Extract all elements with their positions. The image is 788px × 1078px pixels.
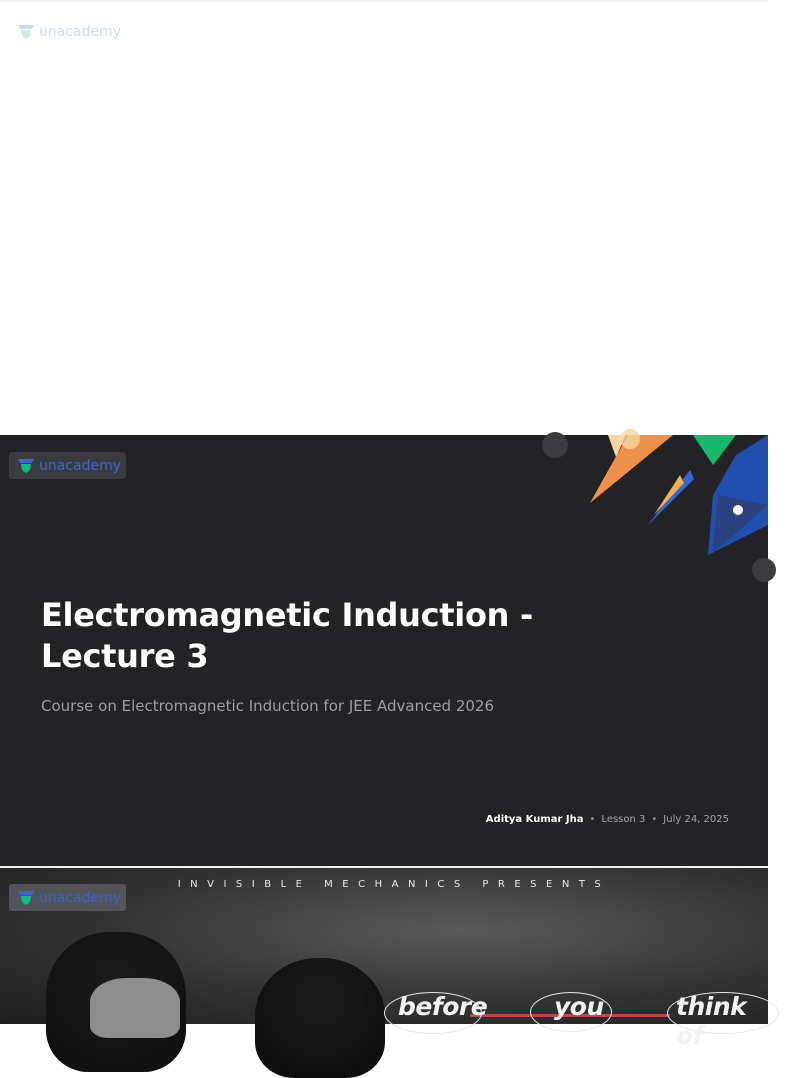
logo-text: unacademy (39, 24, 122, 40)
separator-dot: • (651, 814, 658, 825)
separator-dot: • (589, 814, 596, 825)
unacademy-logo (17, 24, 121, 40)
logo-text: unacademy (39, 889, 122, 906)
decorative-shapes-icon (568, 435, 768, 575)
person-left-face (90, 978, 180, 1038)
word-you: you (554, 992, 604, 1021)
lecture-title: Electromagnetic Induction - Lecture 3 (41, 596, 533, 675)
logo-text: unacademy (39, 457, 122, 474)
promo-slide (0, 868, 768, 1050)
person-right (255, 958, 385, 1078)
unacademy-logo-icon (17, 24, 35, 40)
unacademy-logo-icon (17, 458, 35, 474)
lecture-date: July 24, 2025 (663, 814, 729, 825)
blank-slide (0, 0, 768, 435)
lecture-meta (486, 814, 729, 825)
unacademy-logo-icon (17, 890, 35, 906)
lecture-subtitle: Course on Electromagnetic Induction for JEE Advanced 2026 (41, 697, 495, 715)
word-think-of: think of (676, 992, 747, 1050)
word-before: before (398, 992, 488, 1021)
lesson-number: Lesson 3 (601, 814, 646, 825)
lecture-title-slide (0, 435, 768, 866)
unacademy-logo (9, 452, 126, 479)
author-name: Aditya Kumar Jha (485, 814, 584, 825)
presents-caption: INVISIBLE MECHANICS PRESENTS (177, 879, 611, 890)
